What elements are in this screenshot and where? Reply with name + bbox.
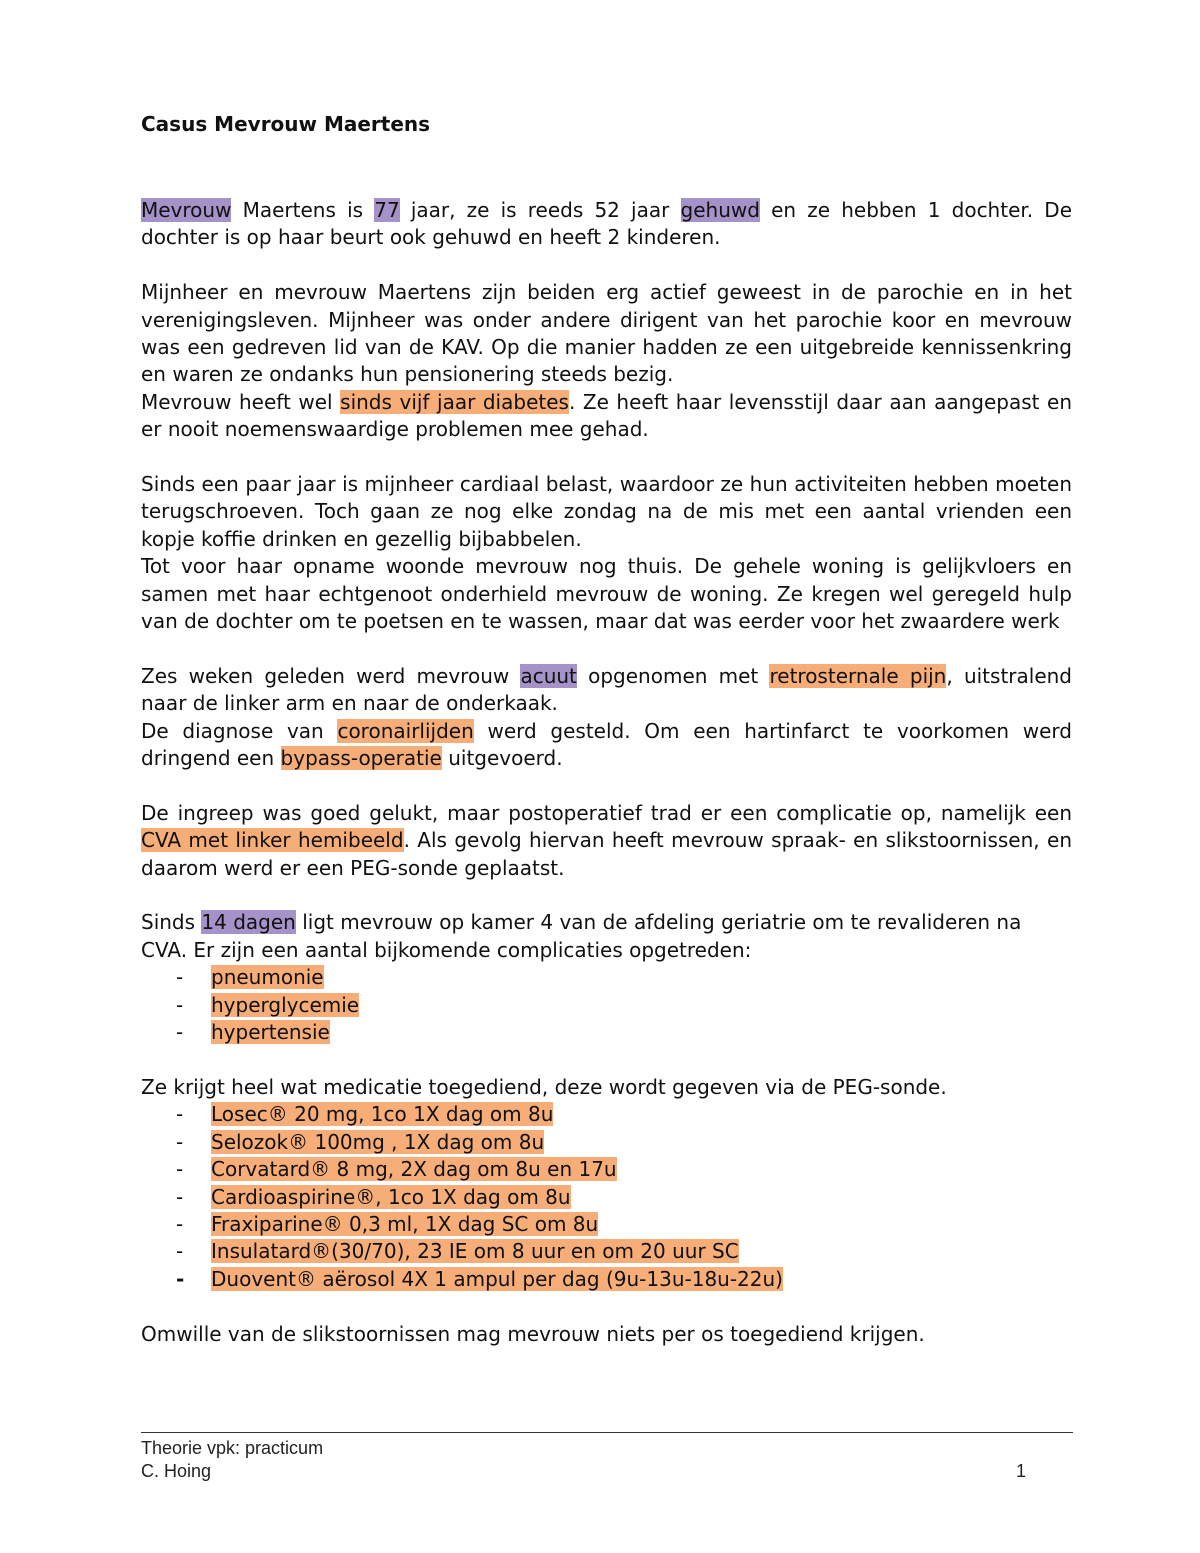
text-span: , uitstralend naar de linker arm en naar de onderkaak.: [141, 663, 1072, 716]
list-dash: -: [176, 1129, 184, 1154]
text-span: Zes weken geleden werd mevrouw: [141, 663, 521, 688]
paragraph-diagnosis: [141, 718, 1072, 773]
highlight-acute: acuut: [520, 663, 577, 688]
text-span: Maertens is: [231, 198, 375, 222]
medication-selozok: Selozok® 100mg , 1X dag om 8u: [211, 1129, 545, 1154]
highlight-chest-pain: retrosternale pijn: [769, 663, 947, 688]
list-dash: -: [176, 1184, 184, 1209]
list-dash: -: [176, 1266, 185, 1291]
highlight-14-days: 14 dagen: [201, 910, 296, 935]
medication-cardioaspirine: Cardioaspirine®, 1co 1X dag om 8u: [211, 1184, 571, 1209]
text-span: De ingreep was goed gelukt, maar postoperatief trad er een complicatie op, namelijk een: [141, 800, 1072, 825]
list-dash: -: [176, 1102, 184, 1127]
list-item: [141, 1266, 1072, 1293]
highlight-age: 77: [374, 198, 400, 222]
list-item: [141, 964, 1072, 991]
list-item: [141, 1238, 1072, 1265]
complications-list: [141, 964, 1072, 1046]
paragraph-diabetes: [141, 389, 1072, 444]
list-item: [141, 1101, 1072, 1128]
text-span: Mevrouw heeft wel: [141, 389, 341, 414]
list-item: [141, 1129, 1072, 1156]
complication-hypertensie: hypertensie: [211, 1020, 330, 1045]
text-span: De diagnose van: [141, 718, 338, 743]
highlight-mevrouw: Mevrouw: [141, 198, 232, 222]
text-span: . Ze heeft haar levensstijl daar aan aangepast en er nooit noemenswaardige problemen mee gehad.: [141, 389, 1073, 442]
text-span: ligt mevrouw op kamer 4 van de afdeling geriatrie om te revalideren na CVA. Er zijn een aantal bijkomende complicaties opgetreden:: [141, 910, 1022, 962]
list-dash: -: [176, 965, 184, 990]
document-body: [141, 197, 1072, 1348]
text-span: en ze hebben 1 dochter. De dochter is op haar beurt ook gehuwd en heeft 2 kinderen.: [141, 198, 1072, 250]
text-span: Sinds: [141, 910, 202, 935]
medication-list: [141, 1101, 1072, 1293]
paragraph-family: [141, 197, 1072, 252]
paragraph-medication-intro: Ze krijgt heel wat medicatie toegediend, deze wordt gegeven via de PEG-sonde.: [141, 1074, 947, 1099]
paragraph-nothing-per-os: Omwille van de slikstoornissen mag mevrouw niets per os toegediend krijgen.: [141, 1321, 925, 1346]
medication-losec: Losec® 20 mg, 1co 1X dag om 8u: [211, 1102, 554, 1127]
list-item: [141, 1211, 1072, 1238]
paragraph-cardiac: Sinds een paar jaar is mijnheer cardiaal belast, waardoor ze hun activiteiten hebben moeten terugschroeven. Toch gaan ze nog elke zondag na de mis met een aantal vrienden een kopje koffie drinken en gezellig bijbabbelen.: [141, 472, 1072, 551]
list-dash: -: [176, 1239, 184, 1264]
list-dash: -: [176, 1020, 184, 1045]
highlight-diabetes: sinds vijf jaar diabetes: [340, 389, 569, 414]
list-dash: -: [176, 992, 184, 1017]
highlight-married: gehuwd: [680, 198, 760, 222]
footer-divider: [141, 1432, 1073, 1433]
highlight-bypass: bypass-operatie: [280, 746, 442, 771]
document-title: Casus Mevrouw Maertens: [141, 112, 431, 136]
paragraph-home: Tot voor haar opname woonde mevrouw nog thuis. De gehele woning is gelijkvloers en samen met haar echtgenoot onderhield mevrouw de woning. Ze kregen wel geregeld hulp van de dochter om te poetsen en te wassen, maar dat was eerder voor het zwaardere werk: [141, 554, 1072, 634]
list-dash: -: [176, 1211, 184, 1236]
list-dash: -: [176, 1157, 184, 1182]
highlight-coronary: coronairlijden: [337, 718, 474, 743]
footer-author: C. Hoing: [141, 1461, 212, 1481]
list-item: [141, 1184, 1072, 1211]
medication-insulatard: Insulatard®(30/70), 23 IE om 8 uur en om 20 uur SC: [211, 1239, 739, 1264]
text-span: jaar, ze is reeds 52 jaar: [399, 198, 681, 222]
text-span: werd gesteld. Om een hartinfarct te voorkomen werd dringend een: [141, 718, 1072, 771]
list-item: [141, 1156, 1072, 1183]
text-span: uitgevoerd.: [441, 746, 563, 771]
medication-fraxiparine: Fraxiparine® 0,3 ml, 1X dag SC om 8u: [211, 1211, 599, 1236]
footer-course: Theorie vpk: practicum: [141, 1438, 324, 1458]
paragraph-complication: [141, 800, 1072, 882]
list-item: [141, 992, 1072, 1019]
complication-hyperglycemie: hyperglycemie: [211, 992, 360, 1017]
medication-corvatard: Corvatard® 8 mg, 2X dag om 8u en 17u: [211, 1157, 617, 1182]
medication-duovent: Duovent® aërosol 4X 1 ampul per dag (9u-13u-18u-22u): [211, 1266, 783, 1291]
list-item: [141, 1019, 1072, 1046]
text-span: opgenomen met: [576, 663, 770, 688]
paragraph-admission: [141, 663, 1072, 718]
complication-pneumonie: pneumonie: [211, 965, 324, 990]
highlight-cva: CVA met linker hemibeeld: [141, 828, 404, 853]
paragraph-revalidation: [141, 909, 1072, 964]
paragraph-social-life: Mijnheer en mevrouw Maertens zijn beiden erg actief geweest in de parochie en in het verenigingsleven. Mijnheer was onder andere dirigent van het parochie koor en mevrouw was een gedreven lid van de KAV. Op die manier hadden ze een uitgebreide kennissenkring en waren ze ondanks hun pensionering steeds bezig.: [141, 280, 1072, 387]
page-number: 1: [1016, 1461, 1027, 1481]
text-span: . Als gevolg hiervan heeft mevrouw spraak- en slikstoornissen, en daarom werd er een PEG-sonde geplaatst.: [141, 828, 1072, 880]
